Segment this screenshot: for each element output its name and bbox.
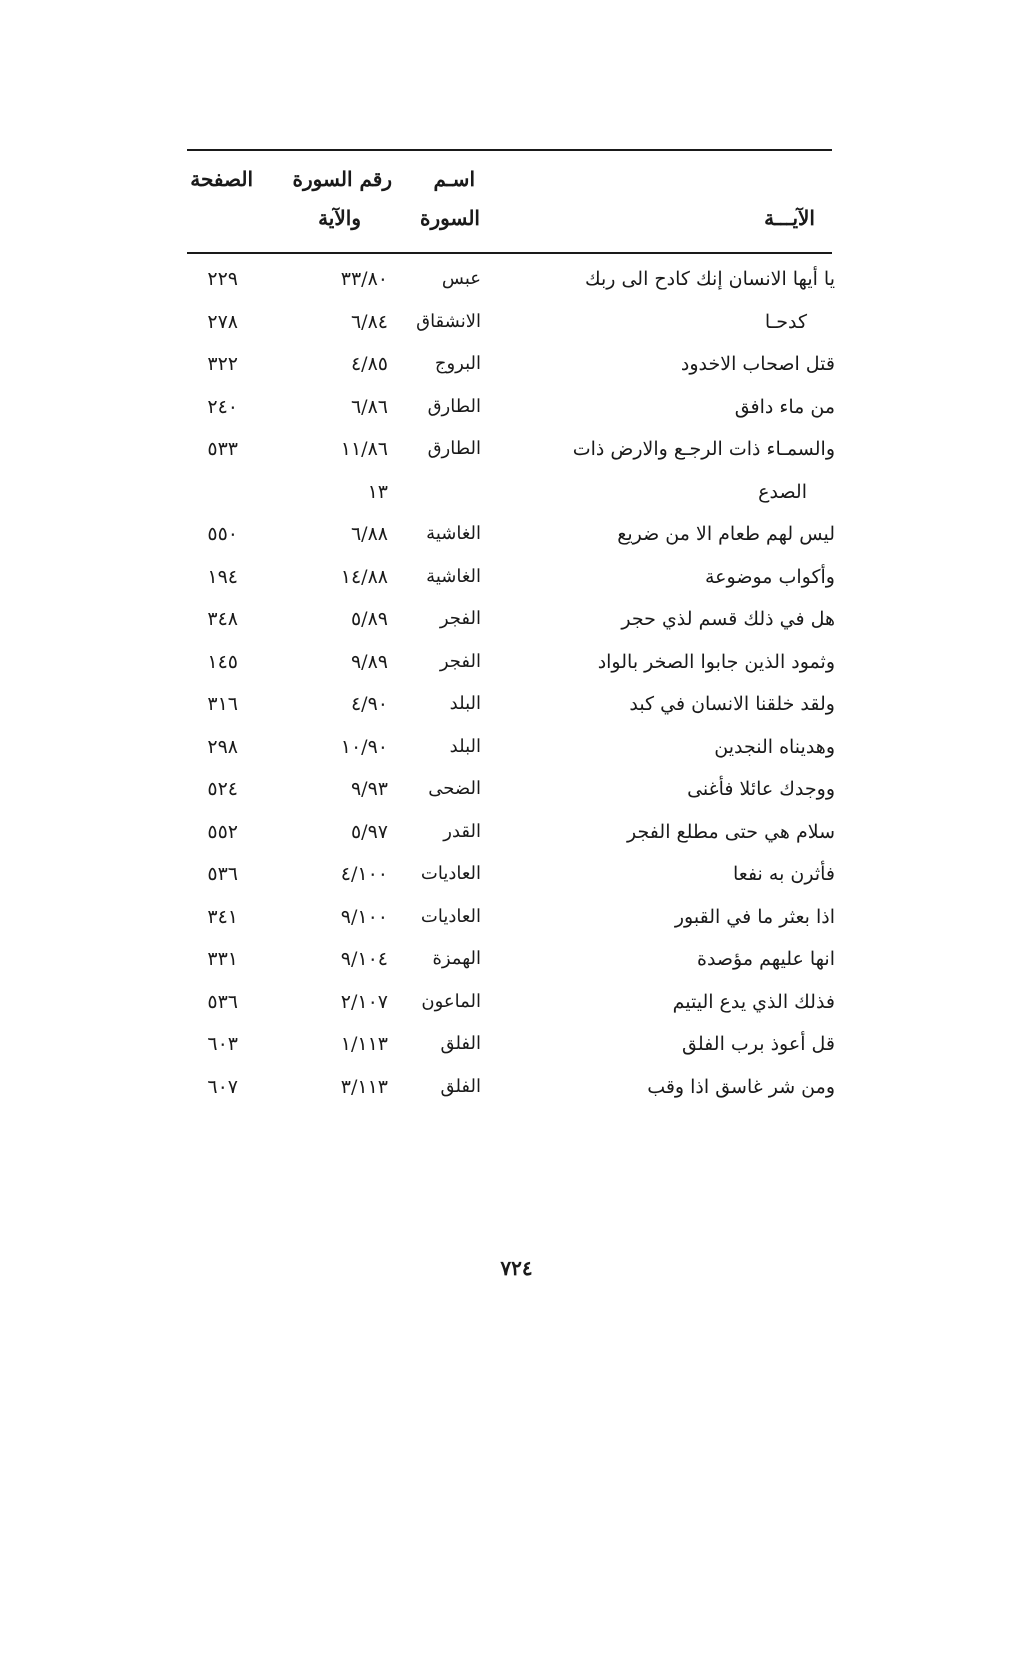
surah-verse-number: ٤/١٠٠ [340,863,388,885]
verse-text: انها عليهم مؤصدة [696,948,835,970]
verse-text: ومن شر غاسق اذا وقب [647,1075,835,1098]
table-row [0,566,1033,608]
surah-name: البروج [434,353,481,374]
verse-text: قل أعوذ برب الفلق [682,1033,835,1055]
header-number-label-line2: والآية [318,206,361,230]
table-row [0,948,1033,990]
surah-verse-number: ٣٣/٨٠ [340,268,388,290]
verse-text: ولقد خلقنا الانسان في كبد [629,693,835,715]
header-verse-label: الآيـــة [764,206,815,230]
page-ref: ٥٥٢ [207,820,238,843]
top-rule [187,149,832,151]
surah-verse-number: ١٠/٩٠ [340,735,388,758]
surah-verse-number: ٩/١٠٠ [340,905,388,928]
table-row [0,821,1033,863]
surah-name: الفجر [439,608,481,629]
table-row [0,736,1033,778]
surah-verse-number: ٤/٨٥ [350,353,388,375]
table-row [0,991,1033,1033]
page-ref: ٥٢٤ [207,778,238,800]
verse-text: هل في ذلك قسم لذي حجر [621,608,835,630]
page-ref: ٢٧٨ [207,310,238,333]
header-rule [187,252,832,254]
surah-verse-number: ٥/٨٩ [350,608,388,630]
table-row [0,608,1033,650]
table-row [0,778,1033,820]
header-page-label: الصفحة [190,167,253,191]
header-surah-label-line1: اسـم [433,167,475,191]
verse-text: وثمود الذين جابوا الصخر بالواد [597,650,835,673]
table-row [0,651,1033,693]
page-ref: ١٩٤ [207,565,238,588]
table-row [0,396,1033,438]
page-ref: ٢٢٩ [207,268,238,290]
surah-name: الغاشية [426,565,481,587]
page-ref: ٥٣٣ [207,438,238,460]
table-row [0,268,1033,310]
page-ref: ٣١٦ [207,693,238,715]
page-ref: ٥٣٦ [207,863,238,885]
verse-text: وأكواب موضوعة [705,565,835,588]
surah-verse-number: ١٤/٨٨ [340,565,388,588]
page-ref: ٣٢٢ [207,353,238,375]
verse-text: الصدع [758,480,807,503]
table-row [0,353,1033,395]
surah-verse-number: ١١/٨٦ [340,438,388,460]
surah-name: الفلق [440,1033,481,1054]
surah-name: الطارق [427,395,481,417]
table-row [0,863,1033,905]
surah-verse-number: ١/١١٣ [340,1033,388,1055]
surah-verse-number: ٦/٨٦ [350,395,388,418]
verse-text: فأثرن به نفعا [732,863,835,885]
table-row [0,1076,1033,1118]
verse-text: والسمـاء ذات الرجـع والارض ذات [572,438,835,460]
page-ref: ٢٤٠ [207,395,238,418]
surah-name: العاديات [420,863,481,884]
page-ref: ١٤٥ [207,650,238,673]
surah-verse-number: ٥/٩٧ [350,820,388,843]
header-surah-label-line2: السورة [420,206,480,230]
surah-verse-number: ٦/٨٤ [350,310,388,333]
page-ref: ٦٠٧ [207,1075,238,1098]
surah-verse-number: ٣/١١٣ [340,1075,388,1098]
surah-name: الغاشية [426,523,481,544]
surah-verse-number: ٩/٩٣ [350,778,388,800]
surah-name: الماعون [421,990,481,1012]
verse-text: من ماء دافق [734,395,835,418]
page-ref: ٥٥٠ [207,523,238,545]
surah-name: العاديات [420,905,481,927]
surah-name: الانشقاق [416,310,481,332]
table-row [0,311,1033,353]
surah-name: عبس [441,268,481,289]
surah-name: الطارق [427,438,481,459]
surah-name: الهمزة [432,948,481,969]
page-ref: ٣٣١ [207,948,238,970]
table-row [0,693,1033,735]
table-row [0,906,1033,948]
verse-text: اذا بعثر ما في القبور [674,905,835,928]
page-ref: ٢٩٨ [207,735,238,758]
verse-text: يا أيها الانسان إنك كادح الى ربك [584,268,835,290]
surah-verse-number: ٢/١٠٧ [340,990,388,1013]
table-row [0,1033,1033,1075]
surah-verse-number: ٦/٨٨ [350,523,388,545]
verse-text: ليس لهم طعام الا من ضريع [617,523,835,545]
verse-text: سلام هي حتى مطلع الفجر [627,820,835,843]
verse-text: قتل اصحاب الاخدود [680,353,835,375]
page-ref: ٦٠٣ [207,1033,238,1055]
table-row [0,523,1033,565]
table-row [0,438,1033,480]
surah-name: البلد [449,693,481,714]
surah-name: القدر [443,820,481,842]
surah-verse-number: ٩/١٠٤ [340,948,388,970]
verse-text: ووجدك عائلا فأغنى [687,778,835,800]
surah-name: الفجر [439,650,481,672]
verse-text: وهديناه النجدين [714,735,835,758]
surah-verse-number: ٩/٨٩ [350,650,388,673]
table-row [0,481,1033,523]
page-ref: ٣٤١ [207,905,238,928]
surah-verse-number: ١٣ [367,480,388,503]
surah-name: البلد [449,735,481,757]
surah-name: الضحى [428,778,481,799]
surah-name: الفلق [440,1075,481,1097]
verse-text: فذلك الذي يدع اليتيم [672,990,835,1013]
page-number: ٧٢٤ [500,1256,533,1280]
verse-text: كدحـا [764,310,807,333]
surah-verse-number: ٤/٩٠ [350,693,388,715]
page-ref: ٥٣٦ [207,990,238,1013]
header-number-label-line1: رقم السورة [292,167,392,191]
page-ref: ٣٤٨ [207,608,238,630]
